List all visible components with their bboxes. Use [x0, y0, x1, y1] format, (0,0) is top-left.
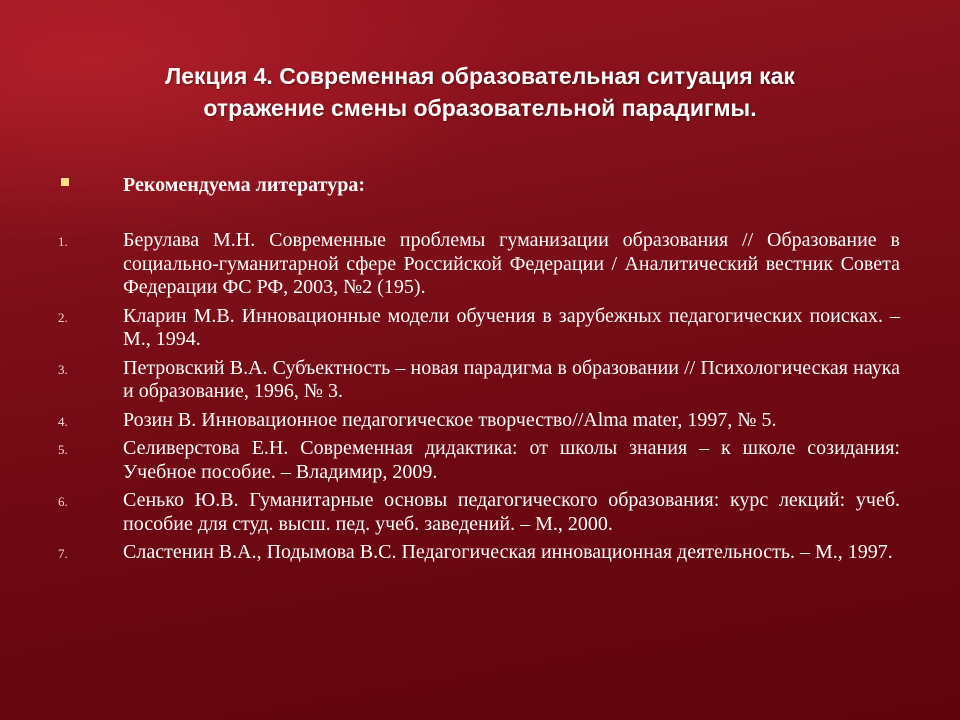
title-line-2: отражение смены образовательной парадигмы. — [203, 95, 757, 121]
literature-heading-text: Рекомендуема литература: — [123, 174, 365, 196]
list-item-number: 4. — [58, 413, 68, 429]
list-item — [0, 489, 960, 536]
list-item-text: Розин В. Инновационное педагогическое творчество//Alma mater, 1997, № 5. — [123, 408, 777, 431]
list-item-text: Сластенин В.А., Подымова В.С. Педагогическая инновационная деятельность. – М., 1997. — [123, 541, 893, 563]
list-item-number: 5. — [58, 442, 68, 457]
list-item-text: Петровский В.А. Субъектность – новая парадигма в образовании // Психологическая наука и образование, 1996, № 3. — [123, 356, 900, 402]
list-item — [0, 305, 960, 352]
title-line-1: Лекция 4. Современная образовательная ситуация как — [165, 63, 795, 89]
list-item — [0, 409, 960, 433]
list-item-text: Берулава М.Н. Современные проблемы гуманизации образования // Образование в социально-гуманитарной сфере Российской Федерации / Аналитический вестник Совета Федерации ФС РФ, 2003, №2 (195). — [123, 229, 900, 298]
list-item-number: 1. — [58, 234, 68, 249]
list-item — [0, 229, 960, 300]
list-item — [0, 437, 960, 484]
list-item-text: Селиверстова Е.Н. Современная дидактика: от школы знания – к школе созидания: Учебное пособие. – Владимир, 2009. — [123, 437, 900, 483]
list-item-number: 6. — [58, 494, 68, 509]
list-item — [0, 357, 960, 404]
list-item-text: Сенько Ю.В. Гуманитарные основы педагогического образования: курс лекций: учеб. пособие для студ. высш. пед. учеб. заведений. – М., 2000. — [123, 489, 900, 535]
literature-heading — [58, 172, 898, 202]
list-item-number: 3. — [58, 361, 68, 377]
list-item-number: 7. — [58, 546, 68, 561]
slide-title — [70, 60, 890, 124]
square-bullet-icon — [61, 178, 69, 186]
list-item — [0, 541, 960, 565]
list-item-text: Кларин М.В. Инновационные модели обучения в зарубежных педагогических поисках. – М., 1994. — [123, 304, 900, 350]
list-item-number: 2. — [58, 309, 68, 325]
literature-list — [0, 229, 960, 570]
